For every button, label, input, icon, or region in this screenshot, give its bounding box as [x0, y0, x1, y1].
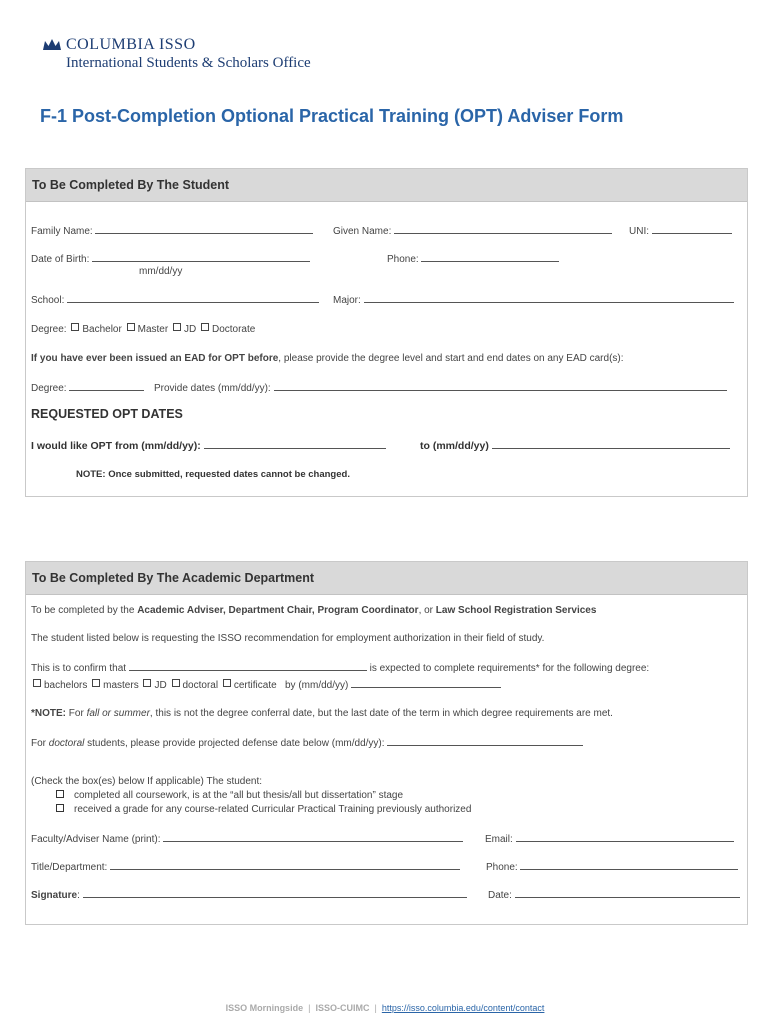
date-field[interactable]	[488, 888, 740, 901]
check-item-coursework-label: completed all coursework, is at the “all but thesis/all but dissertation” stage	[74, 790, 404, 801]
columbia-isso-logo	[42, 36, 311, 72]
dob-format-hint: mm/dd/yy	[139, 266, 183, 277]
email-label: Email:	[485, 834, 513, 845]
note-rest: , this is not the degree conferral date, but the last date of the term in which degree requirements are met.	[149, 708, 613, 719]
option-master: Master	[137, 324, 169, 335]
uni-label: UNI:	[629, 226, 649, 237]
check-item-cpt	[56, 804, 471, 815]
confirm-student-field[interactable]	[31, 661, 649, 674]
doctoral-rest: students, please provide projected defense date below (mm/dd/yy):	[84, 738, 385, 749]
dob-field[interactable]	[31, 252, 310, 265]
degree-checkboxes	[31, 323, 255, 335]
department-intro	[31, 605, 596, 616]
footer-separator: |	[374, 1003, 377, 1013]
option-bachelors: bachelors	[44, 680, 88, 691]
faculty-name-line[interactable]	[163, 832, 463, 842]
intro-or: , or	[418, 605, 436, 616]
signature-line[interactable]	[83, 888, 467, 898]
term-note	[31, 708, 613, 719]
checkbox-master[interactable]	[127, 323, 135, 331]
checkbox-jd[interactable]	[173, 323, 181, 331]
by-date-label: by (mm/dd/yy)	[285, 680, 349, 691]
logo-text: COLUMBIA ISSO	[66, 36, 196, 53]
school-label: School:	[31, 295, 65, 306]
given-name-line[interactable]	[394, 224, 612, 234]
ead-degree-line[interactable]	[69, 381, 144, 391]
option-doctorate: Doctorate	[211, 324, 256, 335]
doctoral-for: For	[31, 738, 49, 749]
title-department-line[interactable]	[110, 860, 460, 870]
footer	[0, 1003, 770, 1013]
opt-from-label: I would like OPT from (mm/dd/yy):	[31, 440, 201, 452]
ead-instruction	[31, 353, 624, 364]
ead-instruction-rest: , please provide the degree level and start and end dates on any EAD card(s):	[278, 353, 624, 364]
signature-colon: :	[77, 890, 80, 901]
request-statement: The student listed below is requesting the ISSO recommendation for employment authorization in their field of study.	[31, 633, 545, 644]
phone-field[interactable]	[387, 252, 559, 265]
option-doctoral: doctoral	[182, 680, 219, 691]
ead-degree-label: Degree:	[31, 383, 67, 394]
requested-opt-heading: REQUESTED OPT DATES	[31, 407, 183, 421]
signature-field[interactable]	[31, 888, 467, 901]
option-dept-jd: JD	[154, 680, 167, 691]
degree-label: Degree:	[31, 324, 67, 335]
department-section-heading: To Be Completed By The Academic Department	[26, 562, 747, 595]
title-department-label: Title/Department:	[31, 862, 108, 873]
check-item-cpt-label: received a grade for any course-related Curricular Practical Training previously authorized	[74, 804, 472, 815]
logo-subtitle: International Students & Scholars Office	[66, 55, 311, 71]
checkbox-cpt[interactable]	[56, 804, 64, 812]
by-date-line[interactable]	[351, 678, 501, 688]
school-line[interactable]	[67, 293, 319, 303]
student-section-heading: To Be Completed By The Student	[26, 169, 747, 202]
phone-label: Phone:	[387, 254, 419, 265]
opt-to-line[interactable]	[492, 439, 730, 449]
defense-date-field[interactable]	[31, 736, 583, 749]
option-jd: JD	[183, 324, 197, 335]
checkbox-doctorate[interactable]	[201, 323, 209, 331]
checkbox-masters[interactable]	[92, 679, 100, 687]
opt-from-line[interactable]	[204, 439, 386, 449]
opt-from-field[interactable]	[31, 439, 386, 452]
phone-line[interactable]	[421, 252, 559, 262]
given-name-label: Given Name:	[333, 226, 392, 237]
date-line[interactable]	[515, 888, 740, 898]
dob-line[interactable]	[92, 252, 310, 262]
confirm-student-line[interactable]	[129, 661, 367, 671]
contact-link[interactable]: https://isso.columbia.edu/content/contact	[381, 1003, 545, 1013]
date-label: Date:	[488, 890, 512, 901]
option-bachelor: Bachelor	[82, 324, 122, 335]
checkbox-certificate[interactable]	[223, 679, 231, 687]
ead-degree-field[interactable]	[31, 381, 144, 394]
given-name-field[interactable]	[333, 224, 612, 237]
checkbox-dept-jd[interactable]	[143, 679, 151, 687]
doctoral-word: doctoral	[48, 738, 85, 749]
student-section	[25, 168, 748, 497]
intro-roles: Academic Adviser, Department Chair, Program Coordinator	[137, 605, 419, 616]
form-title: F-1 Post-Completion Optional Practical Training (OPT) Adviser Form	[40, 106, 624, 126]
checkbox-coursework[interactable]	[56, 790, 64, 798]
department-degree-checkboxes	[31, 678, 501, 691]
family-name-line[interactable]	[95, 224, 313, 234]
check-item-coursework	[56, 790, 403, 801]
opt-to-label: to (mm/dd/yy)	[420, 440, 489, 452]
opt-note: NOTE: Once submitted, requested dates cannot be changed.	[76, 469, 350, 480]
checkbox-bachelors[interactable]	[33, 679, 41, 687]
family-name-field[interactable]	[31, 224, 313, 237]
footer-separator: |	[308, 1003, 311, 1013]
school-field[interactable]	[31, 293, 319, 306]
dob-label: Date of Birth:	[31, 254, 90, 265]
department-section	[25, 561, 748, 925]
ead-instruction-bold: If you have ever been issued an EAD for OPT before	[31, 353, 279, 364]
faculty-name-label: Faculty/Adviser Name (print):	[31, 834, 161, 845]
note-fall-summer: fall or summer	[86, 708, 150, 719]
footer-morningside: ISSO Morningside	[225, 1003, 304, 1013]
family-name-label: Family Name:	[31, 226, 93, 237]
signature-label: Signature	[31, 890, 78, 901]
adviser-phone-field[interactable]	[486, 860, 738, 873]
intro-law: Law School Registration Services	[435, 605, 597, 616]
adviser-phone-label: Phone:	[486, 862, 518, 873]
major-label: Major:	[333, 295, 361, 306]
confirm-suffix: is expected to complete requirements* for the following degree:	[369, 663, 650, 674]
ead-dates-label: Provide dates (mm/dd/yy):	[154, 383, 271, 394]
intro-prefix: To be completed by the	[31, 605, 138, 616]
ead-dates-field[interactable]	[154, 381, 727, 394]
checkbox-doctoral[interactable]	[172, 679, 180, 687]
footer-cuimc: ISSO-CUIMC	[315, 1003, 370, 1013]
note-for: For	[66, 708, 87, 719]
opt-to-field[interactable]	[420, 439, 730, 452]
major-field[interactable]	[333, 293, 734, 306]
email-line[interactable]	[516, 832, 734, 842]
check-intro: (Check the box(es) below If applicable) The student:	[31, 776, 263, 787]
option-masters: masters	[103, 680, 139, 691]
major-line[interactable]	[364, 293, 734, 303]
email-field[interactable]	[485, 832, 734, 845]
note-star: *NOTE:	[31, 708, 66, 719]
confirm-prefix: This is to confirm that	[31, 663, 127, 674]
uni-line[interactable]	[652, 224, 732, 234]
defense-date-line[interactable]	[387, 736, 583, 746]
uni-field[interactable]	[629, 224, 732, 237]
checkbox-bachelor[interactable]	[71, 323, 79, 331]
faculty-name-field[interactable]	[31, 832, 463, 845]
ead-dates-line[interactable]	[274, 381, 727, 391]
option-certificate: certificate	[233, 680, 277, 691]
crown-icon	[42, 38, 62, 52]
adviser-phone-line[interactable]	[520, 860, 738, 870]
title-department-field[interactable]	[31, 860, 460, 873]
